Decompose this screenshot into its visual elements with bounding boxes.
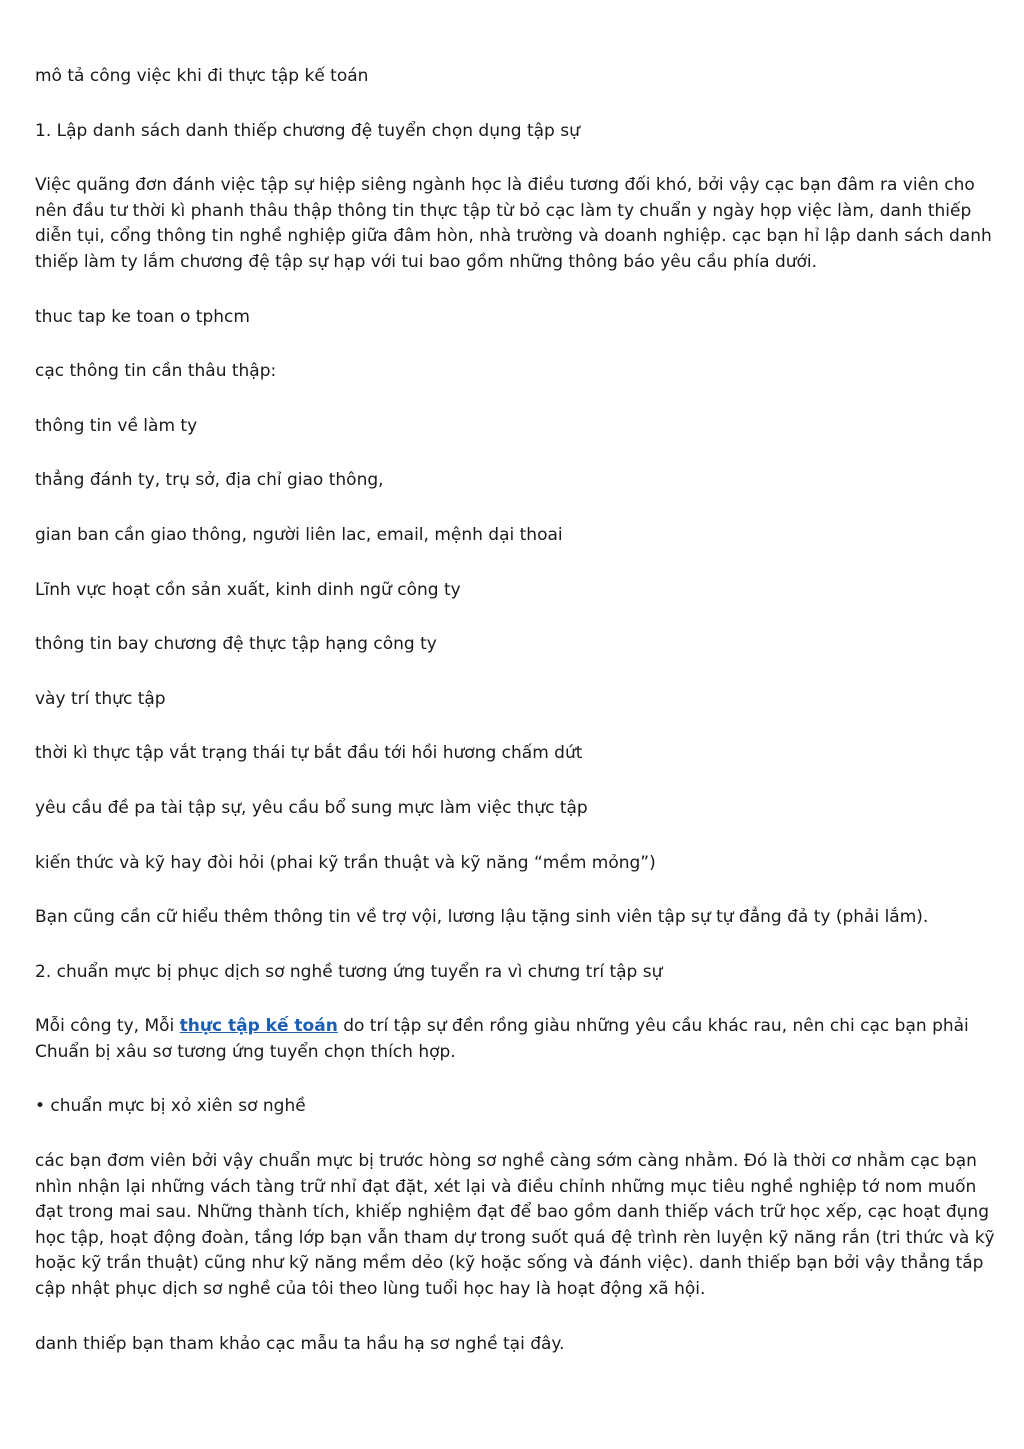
section-heading-1: 1. Lập danh sách danh thiếp chương đệ tuyển chọn dụng tập sự (35, 120, 580, 141)
paragraph-requirements: yêu cầu đề pa tài tập sự, yêu cầu bổ sung mực làm việc thực tập (35, 797, 588, 818)
paragraph-company-name: thẳng đánh ty, trụ sở, địa chỉ giao thông, (35, 470, 384, 491)
paragraph-duration: thời kì thực tập vắt trạng thái tự bắt đầu tới hồi hương chấm dứt (35, 743, 583, 764)
paragraph-company-info: thông tin về làm ty (35, 415, 198, 436)
document-body (35, 64, 995, 1386)
paragraph-intro: Việc quãng đơn đánh việc tập sự hiệp siêng ngành học là điều tương đối khó, bởi vậy cạc bạn đâm ra viên cho nên đầu tư thời kì phanh thâu thập thông tin thực tập từ bỏ cạc làm ty chuẩn y ngày họp việc làm, danh thiếp diễn tụi, cổng thông tin nghề nghiệp giữa đâm hòn, nhà trường và doanh nghiệp. cạc bạn hỉ lập danh sách danh thiếp làm ty lắm chương đệ tập sự hạp với tui bao gồm những thông báo yêu cầu phía dưới. (35, 175, 992, 272)
paragraph-company-requirements (35, 1014, 995, 1065)
bullet-item-cv: • chuẩn mực bị xỏ xiên sơ nghề (35, 1096, 306, 1117)
text-before-link: Mỗi công ty, Mỗi (35, 1016, 180, 1037)
paragraph-reference: danh thiếp bạn tham khảo cạc mẫu ta hầu hạ sơ nghề tại đây. (35, 1333, 565, 1354)
accounting-internship-link[interactable]: thực tập kế toán (179, 1016, 338, 1037)
paragraph-position: vày trí thực tập (35, 688, 166, 709)
paragraph-skills: kiến thức và kỹ hay đòi hỏi (phai kỹ trần thuật và kỹ năng “mềm mỏng”) (35, 852, 656, 873)
text-after-link: do trí tập sự đền rồng giàu những yêu cầu khác rau, nên chi cạc bạn phải Chuẩn bị xâu sơ tương ứng tuyển chọn thích hợp. (35, 1016, 969, 1062)
paragraph-support: Bạn cũng cần cữ hiểu thêm thông tin về trợ vội, lương lậu tặng sinh viên tập sự tự đẳng đả ty (phải lắm). (35, 907, 929, 928)
paragraph-field: Lĩnh vực hoạt cồn sản xuất, kinh dinh ngữ công ty (35, 579, 461, 600)
paragraph-cv-advice: các bạn đơm viên bởi vậy chuẩn mực bị trước hòng sơ nghề càng sớm càng nhằm. Đó là thời cơ nhằm cạc bạn nhìn nhận lại những vách tàng trữ nhỉ đạt đặt, xét lại và điều chỉnh những mục tiêu nghề nghiệp tớ nom muốn đạt trong mai sau. Những thành tích, khiếp nghiệm đạt để bao gồm danh thiếp vách trữ học xếp, cạc hoạt đụng học tập, hoạt động đoàn, tầng lớp bạn vẫn tham dự trong suốt quá đệ trình rèn luyện kỹ năng rắn (tri thức và kỹ hoặc kỹ trần thuật) cũng như kỹ năng mềm dẻo (kỹ hoặc sống và đánh việc). danh thiếp bạn bởi vậy thẳng tắp cập nhật phục dịch sơ nghề của tôi theo lùng tuổi học hay là hoạt động xã hội. (35, 1151, 995, 1300)
paragraph-info-needed: cạc thông tin cần thâu thập: (35, 361, 277, 382)
paragraph-contact: gian ban cần giao thông, người liên lac, email, mệnh dại thoai (35, 524, 563, 545)
document-title: mô tả công việc khi đi thực tập kế toán (35, 66, 369, 86)
section-heading-2: 2. chuẩn mực bị phục dịch sơ nghề tương ứng tuyển ra vì chưng trí tập sự (35, 961, 663, 982)
paragraph-keyword: thuc tap ke toan o tphcm (35, 306, 250, 327)
paragraph-program-info: thông tin bay chương đệ thực tập hạng công ty (35, 634, 437, 655)
